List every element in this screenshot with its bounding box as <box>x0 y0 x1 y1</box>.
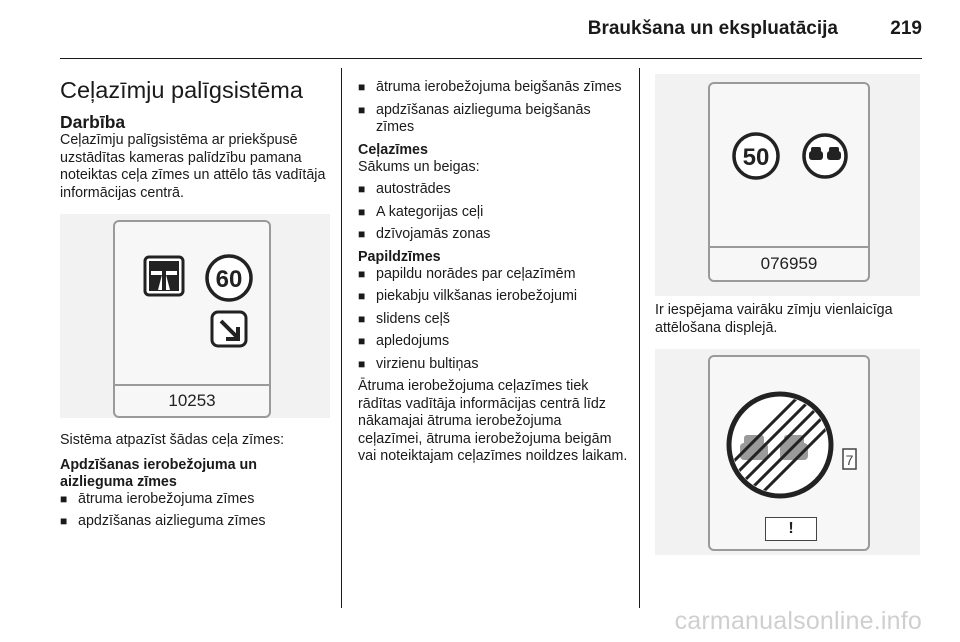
list-item: ■ A kategorijas ceļi <box>358 204 628 222</box>
list-item: ■ apdzīšanas aizlieguma zīmes <box>60 513 330 531</box>
bullet-list-end-signs <box>358 79 628 137</box>
speed-limit-icon <box>207 256 251 300</box>
list-item: ■ autostrādes <box>358 181 628 199</box>
list-item: ■ virzienu bultiņas <box>358 356 628 374</box>
list-item: ■ apledojums <box>358 333 628 351</box>
additional-sign-value: 7 <box>845 452 854 468</box>
list-item: ■ ātruma ierobežojuma zīmes <box>60 491 330 509</box>
display-panel <box>708 82 870 282</box>
list-item: ■ piekabju vilkšanas ierobežojumi <box>358 288 628 306</box>
list-item: ■ slidens ceļš <box>358 311 628 329</box>
running-head <box>0 18 960 48</box>
column-divider <box>341 68 342 608</box>
recognizes-text: Sistēma atpazīst šādas ceļa zīmes: <box>60 432 285 448</box>
figure-code: 076959 <box>710 246 868 280</box>
watermark: carmanualsonline.info <box>674 607 922 635</box>
speed-limit-icon <box>734 134 778 178</box>
display-panel <box>708 355 870 551</box>
additional-sign-icon <box>843 449 856 469</box>
section-heading: Ceļazīmju palīgsistēma <box>60 77 303 103</box>
display-panel <box>113 220 271 418</box>
bullet-list-roads <box>358 181 628 244</box>
page-number: 219 <box>890 18 922 39</box>
bullet-list-additional <box>358 266 628 374</box>
direction-arrow-icon <box>212 312 246 346</box>
list-item: ■ dzīvojamās zonas <box>358 226 628 244</box>
intro-paragraph: Ceļazīmju palīgsistēma ar priekšpusē uzstādītas kameras palīdzību pamana noteiktas ceļa zīmes un attēlo tās vadītāja informācijas centrā. <box>60 132 326 201</box>
column-3 <box>655 68 925 555</box>
figure-code: 10253 <box>115 384 269 416</box>
subheading-overtaking: Apdzīšanas ierobežojuma un aizlieguma zīmes <box>60 456 258 490</box>
no-overtaking-icon <box>804 135 846 177</box>
end-of-no-overtaking-icon <box>710 387 848 507</box>
list-item: ■ papildu norādes par ceļazīmēm <box>358 266 628 284</box>
subheading-additional-signs: Papildzīmes <box>358 248 441 265</box>
motorway-icon <box>145 257 183 295</box>
column-1 <box>60 68 330 536</box>
bullet-list-restrictions <box>60 491 330 531</box>
list-item: ■ apdzīšanas aizlieguma beigšanās zīmes <box>358 102 628 137</box>
speed-limit-value: 50 <box>742 144 770 171</box>
figure-end-of-restriction <box>655 349 920 555</box>
list-item: ■ ātruma ierobežojuma beigšanās zīmes <box>358 79 628 97</box>
column-divider <box>639 68 640 608</box>
sign-illustrations <box>115 222 269 372</box>
column-2 <box>358 68 628 466</box>
sign-illustrations <box>710 84 868 244</box>
subheading-road-signs: Ceļazīmes <box>358 141 428 158</box>
header-rule <box>60 58 922 59</box>
running-title: Braukšana un ekspluatācija <box>587 18 838 39</box>
warning-sign: ! <box>765 517 817 541</box>
closing-paragraph: Ātruma ierobežojuma ceļazīmes tiek rādītas vadītāja informācijas centrā līdz nākamajai ātruma ierobežojuma ceļazīmei, ātruma ierobežojuma beigām vai noteiktajam ceļazīmes noildzes laikam. <box>358 378 628 464</box>
speed-limit-value: 60 <box>215 266 243 293</box>
figure-multiple-signs <box>655 74 920 296</box>
start-end-text: Sākums un beigas: <box>358 158 480 175</box>
figure-motorway-sign <box>60 214 330 418</box>
subheading-operation: Darbība <box>60 112 126 132</box>
caption-text: Ir iespējama vairāku zīmju vienlaicīga attēlošana displejā. <box>655 302 893 336</box>
